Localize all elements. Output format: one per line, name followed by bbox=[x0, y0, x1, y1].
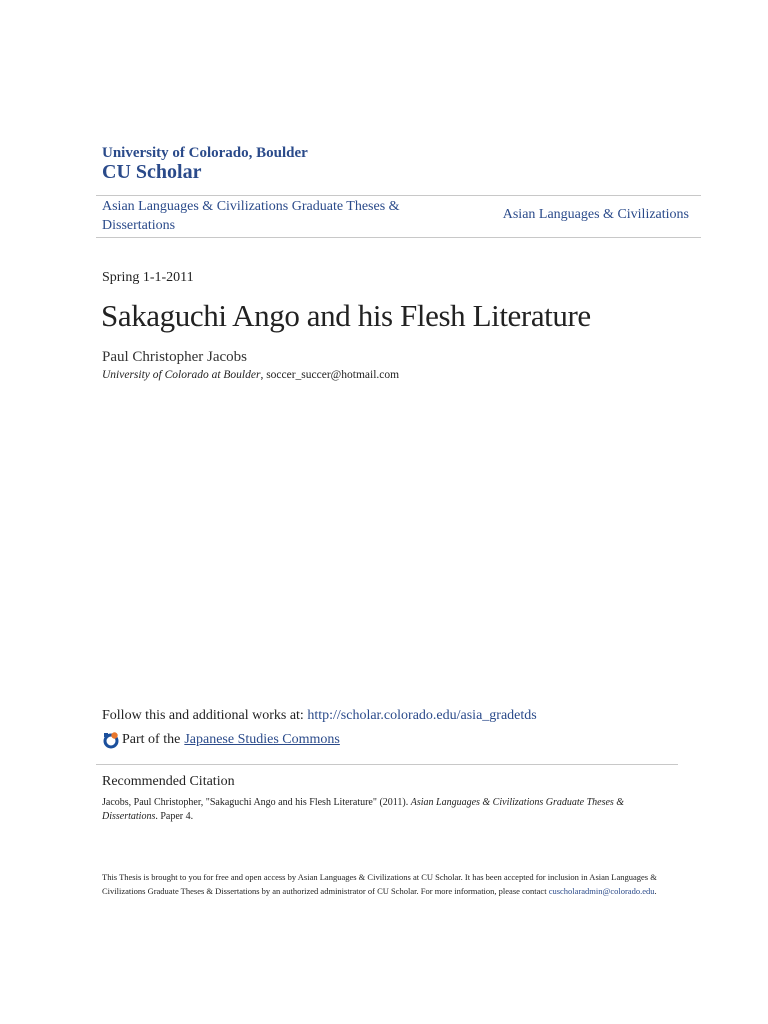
network-icon bbox=[102, 731, 120, 749]
part-of-label: Part of the bbox=[122, 732, 181, 747]
document-title: Sakaguchi Ango and his Flesh Literature bbox=[101, 298, 591, 333]
header-divider-bottom bbox=[96, 237, 701, 238]
affiliation-separator: , bbox=[260, 369, 267, 381]
repository-name[interactable]: CU Scholar bbox=[102, 161, 202, 183]
citation-suffix: . Paper 4. bbox=[155, 811, 194, 822]
author-affiliation bbox=[102, 369, 399, 381]
affiliation-institution: University of Colorado at Boulder bbox=[102, 369, 261, 381]
follow-label: Follow this and additional works at: bbox=[102, 708, 308, 723]
citation-heading: Recommended Citation bbox=[102, 774, 235, 789]
access-notice bbox=[102, 870, 662, 898]
author-email: soccer_succer@hotmail.com bbox=[266, 369, 400, 381]
citation-divider bbox=[96, 764, 678, 765]
part-of-line bbox=[102, 731, 340, 749]
publication-date: Spring 1-1-2011 bbox=[102, 270, 194, 285]
notice-end: . bbox=[654, 886, 657, 896]
author-name: Paul Christopher Jacobs bbox=[102, 349, 247, 365]
citation-text bbox=[102, 796, 662, 824]
follow-line bbox=[102, 708, 537, 724]
citation-prefix: Jacobs, Paul Christopher, "Sakaguchi Ango and his Flesh Literature" (2011). bbox=[102, 797, 411, 808]
collection-url-link[interactable]: http://scholar.colorado.edu/asia_gradetds bbox=[307, 708, 537, 723]
citation-series: Asian Languages & Civilizations Graduate Theses & Dissertations bbox=[102, 797, 625, 822]
series-link[interactable]: Asian Languages & Civilizations Graduate Theses & Dissertations bbox=[102, 199, 400, 233]
header-divider-top bbox=[96, 195, 701, 196]
japanese-studies-commons-link[interactable]: Japanese Studies Commons bbox=[184, 732, 340, 747]
notice-text: This Thesis is brought to you for free and open access by Asian Languages & Civilizations at CU Scholar. It has been accepted for inclusion in Asian Languages & Civilizations Graduate Theses & Dissertations by an authorized administrator of CU Scholar. For more information, please contact bbox=[102, 872, 657, 896]
department-link[interactable]: Asian Languages & Civilizations bbox=[502, 207, 689, 222]
university-name: University of Colorado, Boulder bbox=[102, 145, 308, 161]
contact-email-link[interactable]: cuscholaradmin@colorado.edu bbox=[548, 886, 655, 896]
